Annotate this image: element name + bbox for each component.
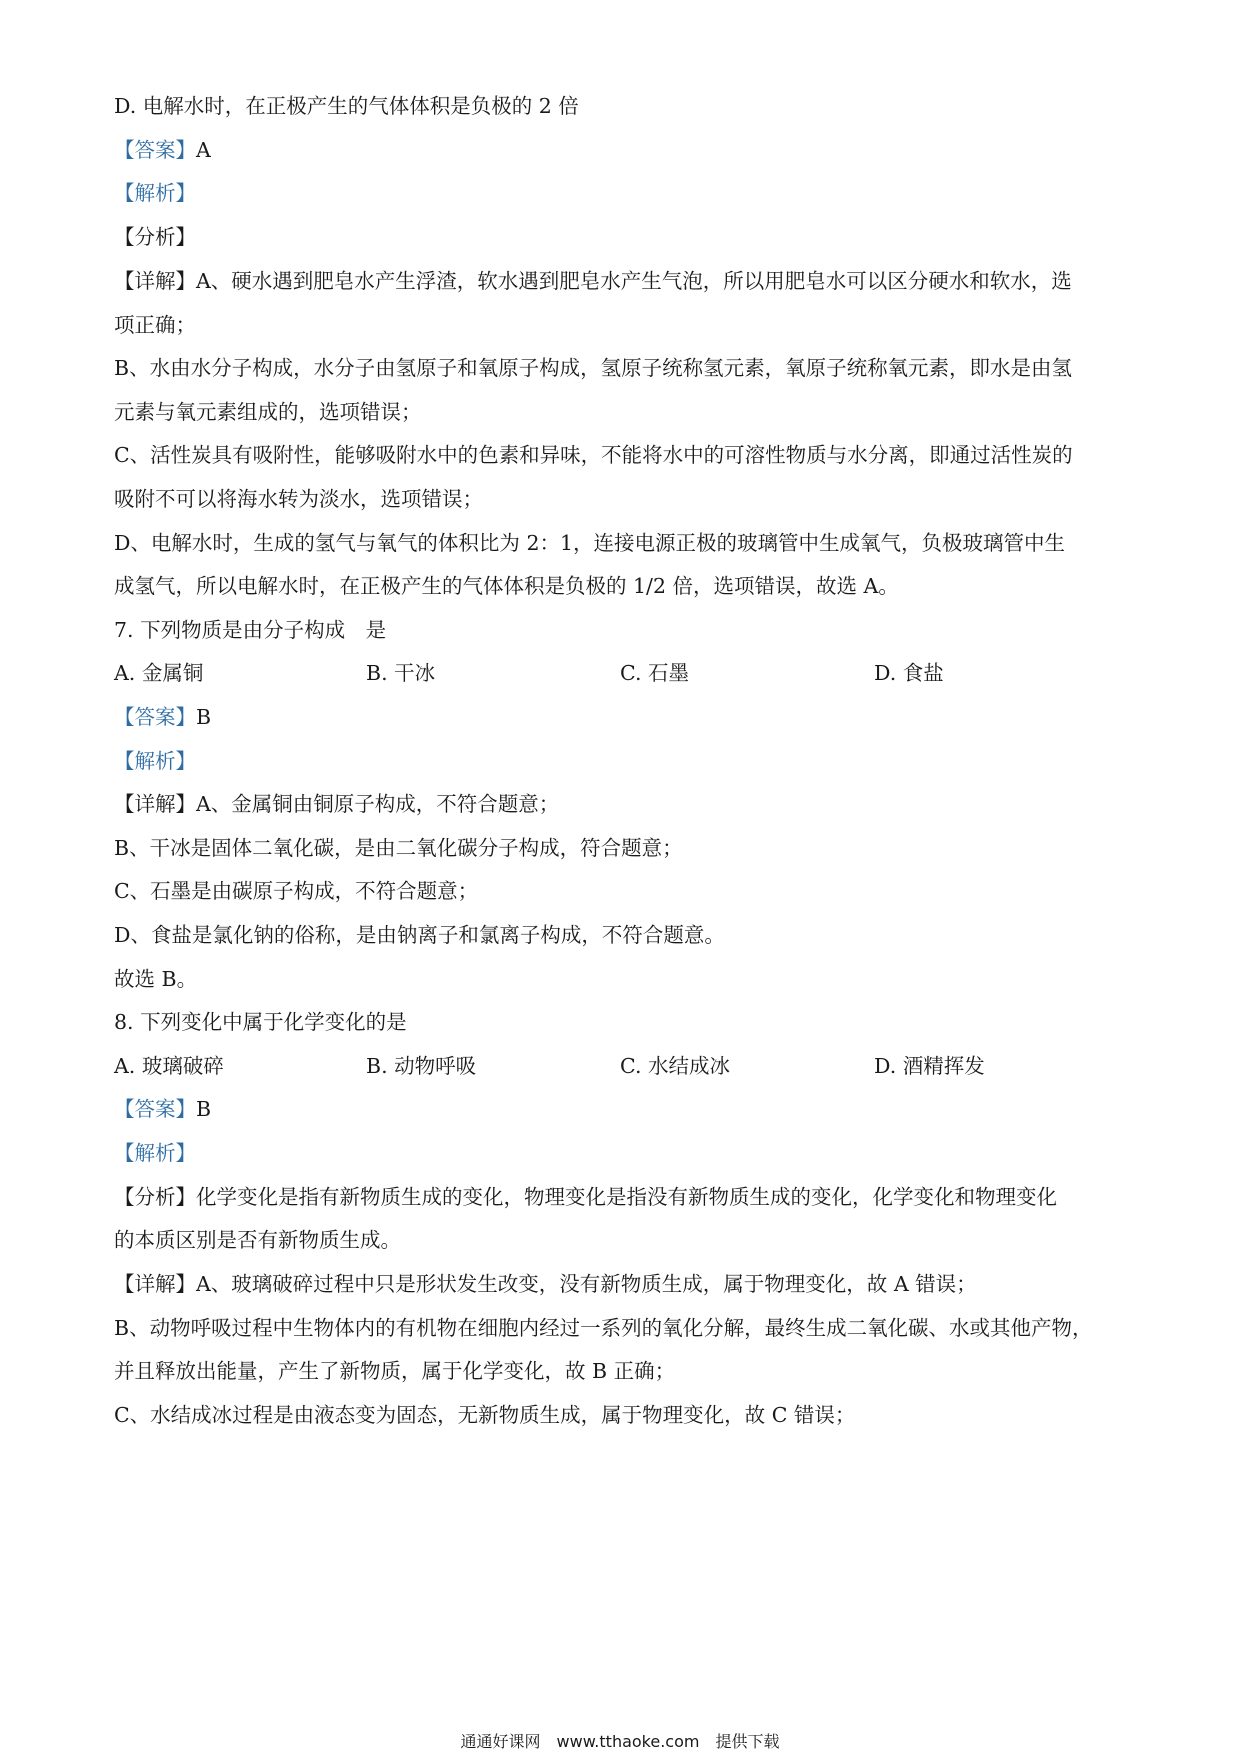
detail-line: 【详解】A、硬水遇到肥皂水产生浮渣，软水遇到肥皂水产生气泡，所以用肥皂水可以区分硬水和软水，选 (114, 269, 1072, 293)
answer-line: 【答案】B (114, 705, 212, 729)
text-line: 吸附不可以将海水转为淡水，选项错误； (114, 487, 483, 511)
analysis-tag: 【解析】 (114, 749, 196, 773)
text-line: B、水由水分子构成，水分子由氢原子和氧原子构成，氢原子统称氢元素，氧原子统称氧元素，即水是由氢 (114, 356, 1073, 380)
q8-option-d: D. 酒精挥发 (874, 1054, 985, 1078)
fenxi-line: 【分析】化学变化是指有新物质生成的变化，物理变化是指没有新物质生成的变化，化学变化和物理变化 (114, 1185, 1057, 1209)
text-line: D. 电解水时，在正极产生的气体体积是负极的 2 倍 (114, 94, 579, 118)
text-line: C、活性炭具有吸附性，能够吸附水中的色素和异味，不能将水中的可溶性物质与水分离，即通过活性炭的 (114, 443, 1073, 467)
detail-line: 【详解】A、金属铜由铜原子构成，不符合题意； (114, 792, 560, 816)
text-line: D、食盐是氯化钠的俗称，是由钠离子和氯离子构成，不符合题意。 (114, 923, 725, 947)
text-line: 故选 B。 (114, 967, 198, 991)
q7-option-c: C. 石墨 (620, 661, 689, 685)
q7-option-b: B. 干冰 (366, 661, 436, 685)
analysis-tag: 【解析】 (114, 181, 196, 205)
q8-option-b: B. 动物呼吸 (366, 1054, 477, 1078)
text-line: 元素与氧元素组成的，选项错误； (114, 400, 422, 424)
text-line: B、干冰是固体二氧化碳，是由二氧化碳分子构成，符合题意； (114, 836, 683, 860)
question-7: 7. 下列物质是由分子构成 是 (114, 618, 387, 642)
answer-line: 【答案】B (114, 1097, 212, 1121)
footer-watermark: 通通好课网 www.tthaoke.com 提供下载 (460, 1732, 780, 1751)
fenxi-tag: 【分析】 (114, 225, 196, 249)
q7-option-d: D. 食盐 (874, 661, 944, 685)
text-line: C、石墨是由碳原子构成，不符合题意； (114, 879, 479, 903)
text-line: 成氢气，所以电解水时，在正极产生的气体体积是负极的 1/2 倍，选项错误，故选 A。 (114, 574, 899, 598)
analysis-tag: 【解析】 (114, 1141, 196, 1165)
question-8: 8. 下列变化中属于化学变化的是 (114, 1010, 407, 1034)
answer-line: 【答案】A (114, 138, 211, 162)
q8-option-c: C. 水结成冰 (620, 1054, 730, 1078)
text-line: B、动物呼吸过程中生物体内的有机物在细胞内经过一系列的氧化分解，最终生成二氧化碳、水或其他产物， (114, 1316, 1093, 1340)
detail-line: 【详解】A、玻璃破碎过程中只是形状发生改变，没有新物质生成，属于物理变化，故 A 错误； (114, 1272, 977, 1296)
text-line: 项正确； (114, 313, 196, 337)
text-line: 并且释放出能量，产生了新物质，属于化学变化，故 B 正确； (114, 1359, 676, 1383)
text-line: D、电解水时，生成的氢气与氧气的体积比为 2：1，连接电源正极的玻璃管中生成氧气，负极玻璃管中生 (114, 531, 1066, 555)
text-line: 的本质区别是否有新物质生成。 (114, 1228, 401, 1252)
q8-option-a: A. 玻璃破碎 (114, 1054, 224, 1078)
text-line: C、水结成冰过程是由液态变为固态，无新物质生成，属于物理变化，故 C 错误； (114, 1403, 856, 1427)
q7-option-a: A. 金属铜 (114, 661, 204, 685)
